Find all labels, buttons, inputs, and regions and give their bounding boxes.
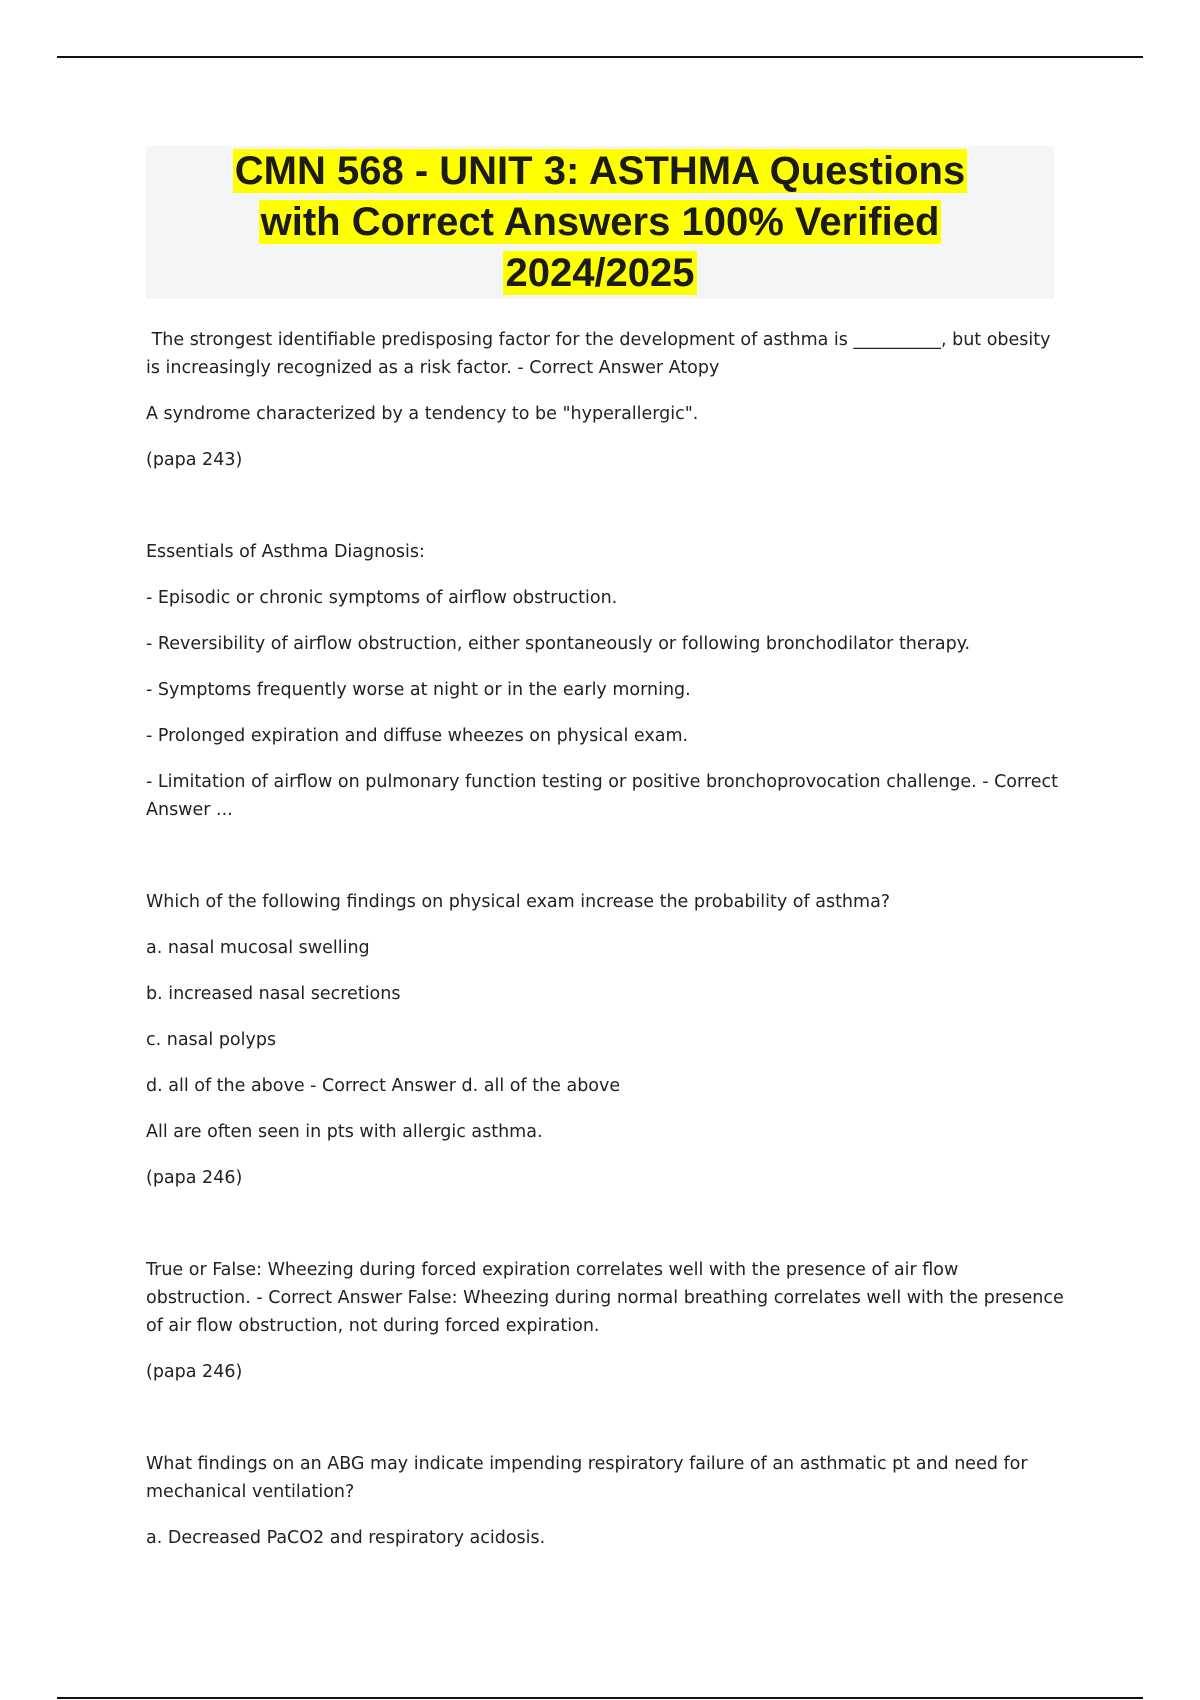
answer-option: b. increased nasal secretions xyxy=(146,984,401,1004)
question-text: Essentials of Asthma Diagnosis: xyxy=(146,542,425,562)
top-rule xyxy=(57,56,1143,58)
question-text: What findings on an ABG may indicate impending respiratory failure of an asthmatic pt and need for mechanical ventilation? xyxy=(146,1454,1028,1502)
title-line: CMN 568 - UNIT 3: ASTHMA Questions xyxy=(234,149,966,193)
document-title xyxy=(146,146,1054,299)
question-text: True or False: Wheezing during forced expiration correlates well with the presence of air flow obstruction. - Correct Answer False: Wheezing during normal breathing correlates well with the presence of air flow obstruction, not during forced expiration. xyxy=(146,1260,1064,1336)
bottom-rule xyxy=(57,1697,1143,1699)
qa-block-abg xyxy=(146,1450,1066,1552)
reference-text: (papa 243) xyxy=(146,450,243,470)
reference-text: (papa 246) xyxy=(146,1168,243,1188)
spacer xyxy=(146,1210,1066,1256)
answer-option: a. Decreased PaCO2 and respiratory acidosis. xyxy=(146,1528,546,1548)
list-item: - Prolonged expiration and diffuse wheezes on physical exam. xyxy=(146,726,689,746)
qa-block-wheezing xyxy=(146,1256,1066,1386)
qa-block-physical-exam xyxy=(146,888,1066,1192)
answer-option: d. all of the above - Correct Answer d. all of the above xyxy=(146,1076,621,1096)
list-item: - Symptoms frequently worse at night or in the early morning. xyxy=(146,680,691,700)
list-item: - Episodic or chronic symptoms of airflow obstruction. xyxy=(146,588,618,608)
reference-text: (papa 246) xyxy=(146,1362,243,1382)
document-body xyxy=(146,326,1066,1570)
question-text: Which of the following findings on physical exam increase the probability of asthma? xyxy=(146,892,891,912)
qa-block-diagnosis xyxy=(146,538,1066,824)
answer-option: a. nasal mucosal swelling xyxy=(146,938,370,958)
spacer xyxy=(146,492,1066,538)
list-item: - Reversibility of airflow obstruction, either spontaneously or following bronchodilator therapy. xyxy=(146,634,971,654)
list-item: - Limitation of airflow on pulmonary function testing or positive bronchoprovocation challenge. - Correct Answer ... xyxy=(146,772,1058,820)
answer-option: c. nasal polyps xyxy=(146,1030,277,1050)
qa-block-atopy xyxy=(146,326,1066,474)
title-line: 2024/2025 xyxy=(505,251,695,295)
explanation-text: All are often seen in pts with allergic asthma. xyxy=(146,1122,543,1142)
explanation-text: A syndrome characterized by a tendency to be "hyperallergic". xyxy=(146,404,699,424)
question-text: The strongest identifiable predisposing factor for the development of asthma is __________, but obesity is increasingly recognized as a risk factor. - Correct Answer Atopy xyxy=(146,330,1057,378)
spacer xyxy=(146,842,1066,888)
spacer xyxy=(146,1404,1066,1450)
title-line: with Correct Answers 100% Verified xyxy=(260,200,940,244)
